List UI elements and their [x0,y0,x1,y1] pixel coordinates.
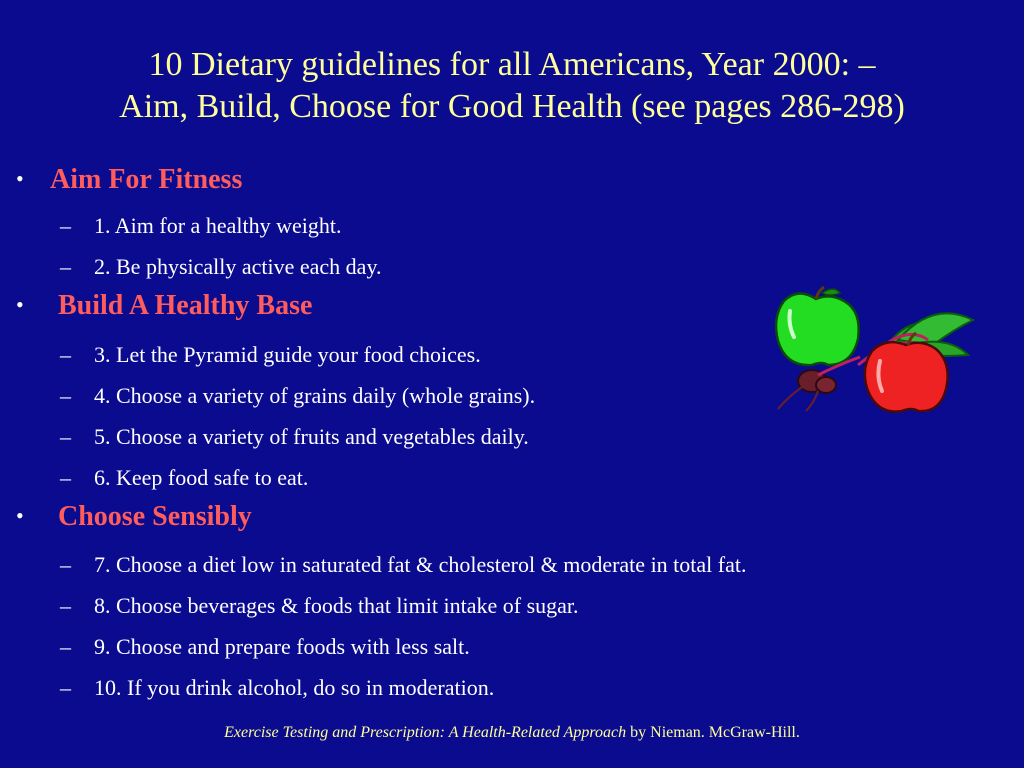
dash-marker: – [60,424,71,449]
guideline-text: 3. Let the Pyramid guide your food choices. [94,342,481,367]
list-item [0,204,1024,245]
slide-title-line-2: Aim, Build, Choose for Good Health (see pages 286-298) [119,88,905,125]
dash-marker: – [60,465,71,490]
guidelines-list [0,160,1024,707]
guideline-text: 6. Keep food safe to eat. [94,465,309,490]
guideline-text: 5. Choose a variety of fruits and vegetables daily. [94,424,529,449]
fruit-and-vegetables-illustration [768,285,978,425]
list-item [0,625,1024,666]
list-item [0,584,1024,625]
green-apple-icon [776,287,859,365]
beet-icon [778,357,860,411]
bullet-point: • [16,292,24,317]
guideline-text: 8. Choose beverages & foods that limit intake of sugar. [94,593,579,618]
section-choose-sensibly [0,497,1024,543]
slide-title-line-1: 10 Dietary guidelines for all Americans, Year 2000: – [148,46,876,83]
slide-footer [0,724,1024,742]
list-item [0,245,1024,286]
dash-marker: – [60,342,71,367]
section-heading: Aim For Fitness [50,164,243,195]
bullet-point: • [16,166,24,191]
dash-marker: – [60,593,71,618]
footer-byline: by Nieman. McGraw-Hill. [626,724,800,741]
dash-marker: – [60,254,71,279]
section-heading: Choose Sensibly [58,501,252,532]
dash-marker: – [60,675,71,700]
dash-marker: – [60,552,71,577]
list-item [0,666,1024,707]
section-heading: Build A Healthy Base [58,290,313,321]
list-item [0,456,1024,497]
guideline-text: 4. Choose a variety of grains daily (whole grains). [94,383,536,408]
slide-title [20,44,1004,128]
guideline-text: 9. Choose and prepare foods with less salt. [94,634,470,659]
dash-marker: – [60,383,71,408]
guideline-text: 7. Choose a diet low in saturated fat & cholesterol & moderate in total fat. [94,552,747,577]
guideline-text: 10. If you drink alcohol, do so in moderation. [94,675,495,700]
fruit-and-vegetables-icon [768,285,978,425]
footer-book-title: Exercise Testing and Prescription: A Health-Related Approach [224,724,627,741]
dash-marker: – [60,634,71,659]
bullet-point: • [16,503,24,528]
guideline-text: 1. Aim for a healthy weight. [94,213,342,238]
dash-marker: – [60,213,71,238]
section-aim-for-fitness [0,160,1024,204]
guideline-text: 2. Be physically active each day. [94,254,382,279]
list-item [0,543,1024,584]
